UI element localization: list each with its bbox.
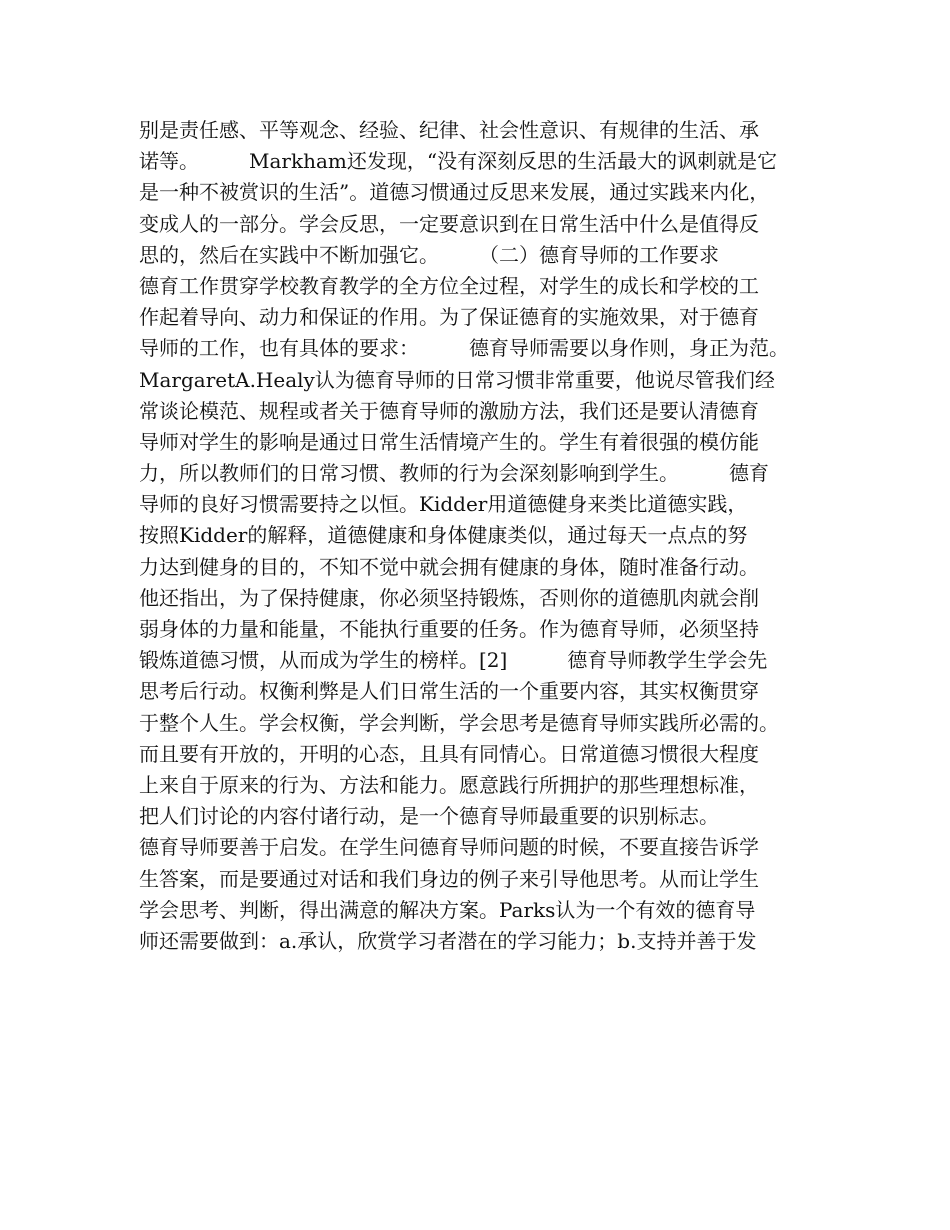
text-line: 诺等。 Markham还发现，“没有深刻反思的生活最大的讽刺就是它 — [139, 149, 778, 174]
text-line: 变成人的一部分。学会反思，一定要意识到在日常生活中什么是值得反 — [139, 211, 759, 236]
text-line: 常谈论模范、规程或者关于德育导师的激励方法，我们还是要认清德育 — [139, 398, 759, 423]
text-line: 学会思考、判断，得出满意的解决方案。Parks认为一个有效的德育导 — [139, 897, 756, 922]
text-line: MargaretA.Healy认为德育导师的日常习惯非常重要，他说尽管我们经 — [139, 367, 775, 392]
text-line: 是一种不被赏识的生活”。道德习惯通过反思来发展，通过实践来内化， — [139, 180, 770, 205]
body-text — [139, 115, 829, 957]
text-line: 按照Kidder的解释，道德健康和身体健康类似，通过每天一点点的努 — [139, 523, 748, 548]
text-line: 思考后行动。权衡利弊是人们日常生活的一个重要内容，其实权衡贯穿 — [139, 679, 759, 704]
text-line: 把人们讨论的内容付诸行动，是一个德育导师最重要的识别标志。 — [139, 804, 719, 829]
text-line: 他还指出，为了保持健康，你必须坚持锻炼，否则你的道德肌肉就会削 — [139, 585, 759, 610]
text-line: 德育工作贯穿学校教育教学的全方位全过程，对学生的成长和学校的工 — [139, 273, 759, 298]
text-line: 而且要有开放的，开明的心态，且具有同情心。日常道德习惯很大程度 — [139, 741, 759, 766]
text-line: 别是责任感、平等观念、经验、纪律、社会性意识、有规律的生活、承 — [139, 118, 759, 142]
text-line: 导师的工作，也有具体的要求： 德育导师需要以身作则，身正为范。 — [139, 336, 789, 361]
text-line: 生答案，而是要通过对话和我们身边的例子来引导他思考。从而让学生 — [139, 866, 759, 891]
text-line: 德育导师要善于启发。在学生问德育导师问题的时候，不要直接告诉学 — [139, 835, 759, 860]
text-line: 思的，然后在实践中不断加强它。 （二）德育导师的工作要求 — [139, 242, 719, 267]
text-line: 锻炼道德习惯，从而成为学生的榜样。[2] 德育导师教学生学会先 — [139, 648, 768, 673]
text-line: 导师的良好习惯需要持之以恒。Kidder用道德健身来类比道德实践， — [139, 492, 748, 517]
text-line: 上来自于原来的行为、方法和能力。愿意践行所拥护的那些理想标准， — [139, 772, 759, 797]
text-line: 导师对学生的影响是通过日常生活情境产生的。学生有着很强的模仿能 — [139, 429, 759, 454]
text-line: 力，所以教师们的日常习惯、教师的行为会深刻影响到学生。 德育 — [139, 461, 769, 486]
text-line: 弱身体的力量和能量，不能执行重要的任务。作为德育导师，必须坚持 — [139, 617, 759, 641]
text-line: 师还需要做到：a.承认，欣赏学习者潜在的学习能力；b.支持并善于发 — [139, 928, 757, 953]
text-line: 力达到健身的目的，不知不觉中就会拥有健康的身体，随时准备行动。 — [139, 554, 759, 579]
text-line: 于整个人生。学会权衡，学会判断，学会思考是德育导师实践所必需的。 — [139, 710, 779, 735]
text-line: 作起着导向、动力和保证的作用。为了保证德育的实施效果，对于德育 — [139, 305, 759, 330]
